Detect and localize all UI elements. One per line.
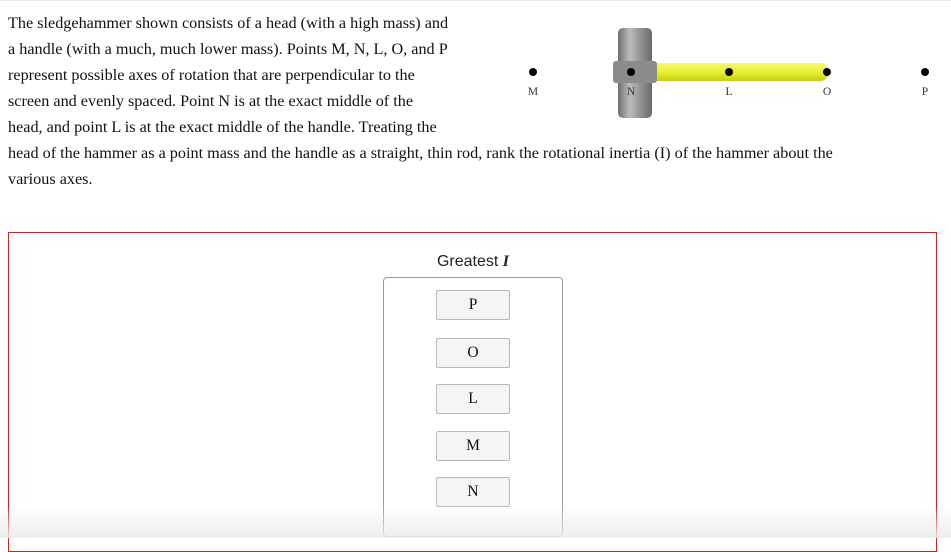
axis-label-l: L [725,86,733,98]
axis-label-m: M [527,86,539,98]
hammer-handle [646,63,829,81]
axis-label-o: O [822,86,832,98]
ranking-list [383,277,563,537]
question-line-6: head of the hammer as a point mass and the handle as a straight, thin rod, rank the rotational inertia (I) of the hammer about the [8,144,833,162]
hammer-head-collar [613,61,657,83]
question-line-7: various axes. [8,170,93,188]
axis-dot-o [823,68,831,76]
axis-dot-n [627,68,635,76]
rank-item-3[interactable]: L [436,384,510,414]
rank-item-1[interactable]: P [436,290,510,320]
hammer-figure [0,0,951,130]
question-line-4: screen and evenly spaced. Point N is at the exact middle of the [8,92,414,110]
axis-dot-l [725,68,733,76]
axis-dot-p [921,68,929,76]
ranking-header [384,253,562,271]
axis-label-p: P [921,86,929,98]
hammer-diagram [0,0,951,130]
axis-dot-m [529,68,537,76]
question-line-2: a handle (with a much, much lower mass). Points M, N, L, O, and P [8,40,448,58]
rank-item-4[interactable]: M [436,431,510,461]
question-line-5: head, and point L is at the exact middle of the handle. Treating the [8,118,437,136]
question-text-full [8,140,948,192]
question-line-3: represent possible axes of rotation that are perpendicular to the [8,66,415,84]
axis-label-n: N [626,86,636,98]
ranking-header-symbol: I [502,253,510,270]
rank-item-2[interactable]: O [436,338,510,368]
ranking-header-text: Greatest [436,253,499,270]
question-line-1: The sledgehammer shown consists of a head (with a high mass) and [8,14,449,32]
rank-item-5[interactable]: N [436,477,510,507]
